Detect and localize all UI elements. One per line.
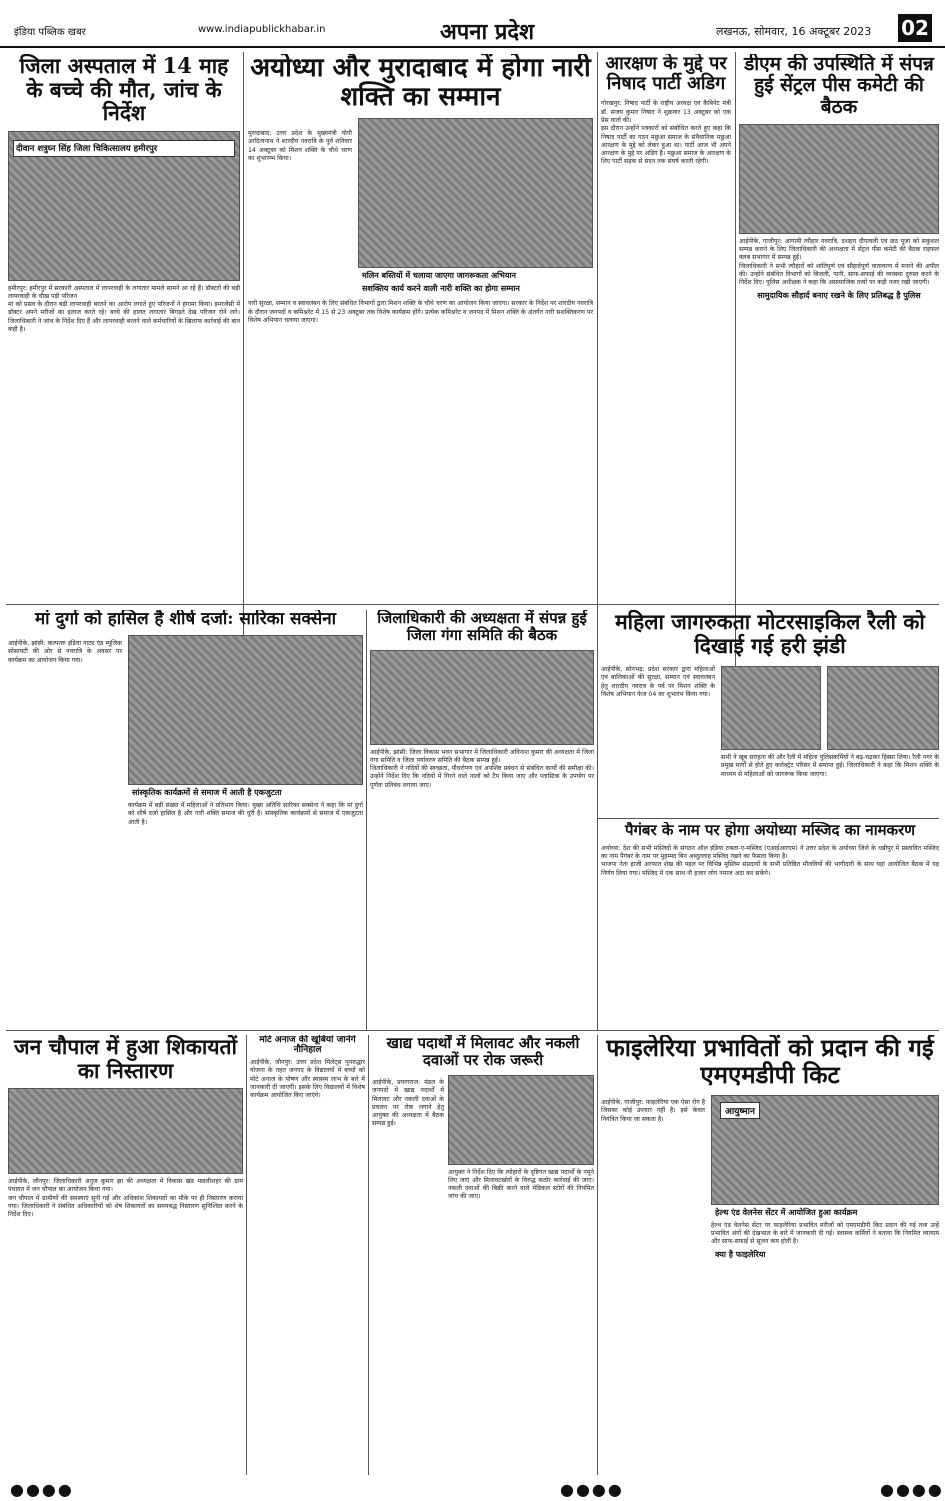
lead: आईपीके, गाजीपुर: आगामी त्यौहार नवरात्रि, दशहरा दीपावली एवं छठ पूजा को सकुशल सम्पन्न कराने के लिए जिलाधिकारी की अध्यक्षता में सेंट्रल पीस कमेटी की बैठक राइफल क्लब सभागार में सम्पन्न हुई। — [739, 237, 939, 262]
headline: आरक्षण के मुद्दे पर निषाद पार्टी अडिग — [605, 54, 727, 95]
health-centre-photo — [711, 1095, 939, 1205]
subhead: सामुदायिक सौहार्द बनाए रखने के लिए प्रतिबद्ध है पुलिस — [757, 290, 921, 300]
body: जिलाधिकारी ने सभी त्यौहारों को शांतिपूर्ण एवं सौहार्दपूर्ण वातावरण में मनाने की अपील की। उन्होंने संबंधित विभागों को बिजली, पानी, साफ-सफाई की व्यवस्था दुरुस्त करने के निर्देश दिए। पुलिस अधीक्षक ने कहा कि असामाजिक तत्वों पर कड़ी नजर रखी जाएगी। — [739, 262, 939, 287]
article-nishad — [601, 54, 731, 602]
lead: आईपीके, सोनभद्र: प्रदेश सरकार द्वारा महिलाओं एवं बालिकाओं की सुरक्षा, सम्मान एवं स्वावलंबन हेतु शारदीय नवरात्र के पर्व पर मिशन शक्ति के विशेष अभियान फेज 04 का शुभारंभ किया गया। — [601, 666, 715, 698]
article-nari-shakti — [248, 54, 593, 602]
headline: मां दुर्गा को हासिल है शीर्ष दर्जा: सारिका सक्सेना — [34, 610, 337, 629]
lead: गोरखपुर: निषाद पार्टी के राष्ट्रीय अध्यक्ष एवं कैबिनेट मंत्री डॉ. संजय कुमार निषाद ने शुक्रवार 13 अक्टूबर को एक प्रेस वार्ता की। — [601, 100, 731, 124]
photo-caption: सांस्कृतिक कार्यक्रमों से समाज में आती है एकजुटता — [132, 788, 282, 798]
body: आयुक्त ने निर्देश दिए कि त्योहारों के दृष्टिगत खाद्य पदार्थों के नमूने लिए जाएं और मिलावटखोरों के विरुद्ध कठोर कार्रवाई की जाए। नकली दवाओं की बिक्री करने वाले मेडिकल स्टोरों की नियमित जांच की जाए। — [448, 1168, 594, 1201]
body: कार्यक्रम में बड़ी संख्या में महिलाओं ने प्रतिभाग किया। मुख्य अतिथि सारिका सक्सेना ने कहा कि मां दुर्गा को शीर्ष दर्जा हासिल है और नारी शक्ति समाज की धुरी है। सांस्कृतिक कार्यक्रमों से समाज में एकजुटता आती है। — [128, 802, 363, 826]
article-ganga-samiti — [370, 610, 594, 1028]
rally-photo-2 — [827, 666, 939, 750]
subhead: क्या है फाइलेरिया — [715, 1249, 766, 1259]
lead: आईपीके, प्रयागराज: मंडल के जनपदों में खाद्य पदार्थों में मिलावट और नकली दवाओं के प्रचलन पर रोक लगाने हेतु आयुक्त की अध्यक्षता में बैठक सम्पन्न हुई। — [372, 1079, 444, 1128]
headline: फाइलेरिया प्रभावितों को प्रदान की गई एमएमडीपी किट — [606, 1035, 934, 1089]
page-end-dots: ●●●● — [880, 1480, 944, 1499]
page-end-dots: ●●●● — [560, 1480, 624, 1499]
body: आईपीके, जौनपुर: उत्तर प्रदेश मिलेट्स पुनरुद्धार योजना के तहत जनपद के विद्यालयों में बच्चों को मोटे अनाज के पोषण और स्वास्थ्य लाभ के बारे में जानकारी दी जाएगी। इसके लिए विद्यालयों में विशेष कार्यक्रम आयोजित किए जाएंगे। — [250, 1059, 365, 1100]
issue-date: लखनऊ, सोमवार, 16 अक्टूबर 2023 — [716, 25, 872, 38]
page-end-dots: ●●●● — [10, 1480, 74, 1499]
chaupal-photo — [8, 1088, 243, 1174]
article-millets — [250, 1035, 365, 1455]
headline: जिला अस्पताल में 14 माह के बच्चे की मौत, जांच के निर्देश — [19, 54, 229, 126]
rally-photo-1 — [721, 666, 821, 750]
group-photo — [128, 635, 363, 785]
photo-caption: हेल्थ एंड वेलनेस सेंटर में आयोजित हुआ कार्यक्रम — [715, 1207, 858, 1217]
photo-caption-2: सशक्तिय कार्य करने वाली नारी शक्ति का होगा सम्मान — [362, 284, 520, 294]
article-adulteration — [372, 1035, 594, 1455]
section-title: अपना प्रदेश — [440, 20, 535, 45]
hospital-sign: दीवान शत्रुघ्न सिंह जिला चिकित्सालय हमीरपुर — [13, 140, 235, 157]
event-photo — [358, 118, 593, 268]
lead: अयोध्या: देश की सभी मस्जिदों के संगठन ऑल इंडिया राबता-ए-मस्जिद (एआईआरएम) ने उत्तर प्रदेश के अयोध्या जिले के धन्नीपुर में प्रस्तावित मस्जिद का नाम पैगंबर के नाम पर मुहम्मद बिन अब्दुल्लाह मस्जिद रखने का फैसला किया है। — [601, 844, 939, 861]
body: इस दौरान उन्होंने पत्रकारों को संबोधित करते हुए कहा कि निषाद पार्टी का गठन मछुआ समाज के संवैधानिक मछुआ आरक्षण के मुद्दे को लेकर हुआ था। पार्टी आज भी अपने आरक्षण के मुद्दे पर अडिग है। मछुआ समाज के आरक्षण के लिए पार्टी सड़क से सदन तक संघर्ष करती रहेगी। — [601, 125, 731, 166]
body: भाजपा नेता हाजी अरफात शेख की पहल पर विभिन्न मुस्लिम संप्रदायों के सभी प्रतिष्ठित मौलवियों की भागीदारी के साथ यहां आयोजित बैठक में यह निर्णय लिया गया। मस्जिद में एक साथ नौ हजार लोग नमाज अदा कर सकेंगे। — [601, 861, 939, 877]
article-peace-committee — [739, 54, 939, 602]
meeting-photo — [448, 1075, 594, 1165]
lead: आईपीके, गाजीपुर: फाइलेरिया एक ऐसा रोग है जिसका कोई उपचार नहीं है। इसे केवल नियंत्रित किया जा सकता है। — [601, 1099, 705, 1123]
article-filaria — [601, 1035, 939, 1455]
lead: मुरादाबाद: उत्तर प्रदेश के मुख्यमंत्री योगी आदित्यनाथ ने शारदीय नवरात्रि के पूर्व शनिवार 14 अक्टूबर को मिशन शक्ति के चौथे चरण का शुभारम्भ किया। — [248, 130, 352, 162]
headline: अयोध्या और मुरादाबाद में होगा नारी शक्ति का सम्मान — [250, 54, 591, 113]
body: जिलाधिकारी ने नदियों की स्वच्छता, पौधरोपण एवं अपशिष्ट प्रबंधन से संबंधित कार्यों की समीक्षा की। उन्होंने निर्देश दिए कि नदियों में गिरने वाले नालों को टैप किया जाए और प्लास्टिक के उपयोग पर पूर्णतः प्रतिबंध लगाया जाए। — [370, 765, 594, 789]
headline: डीएम की उपस्थिति में संपन्न हुई सेंट्रल पीस कमेटी की बैठक — [744, 54, 934, 118]
article-rally — [601, 610, 939, 816]
body: जन चौपाल में ग्रामीणों की समस्याएं सुनी गईं और अधिकांश शिकायतों का मौके पर ही निस्तारण कराया गया। जिलाधिकारी ने संबंधित अधिकारियों को शेष शिकायतों का समयबद्ध निस्तारण सुनिश्चित करने के निर्देश दिए। — [8, 1194, 243, 1219]
article-hospital — [8, 54, 240, 602]
body: हेल्थ एंड वेलनेस सेंटर पर फाइलेरिया प्रभावित मरीजों को एमएमडीपी किट प्रदान की गई तथा उन्हें प्रभावित अंगों की देखभाल के बारे में जानकारी दी गई। स्वास्थ्य कर्मियों ने बताया कि नियमित व्यायाम और साफ-सफाई से सूजन कम होती है। — [711, 1221, 939, 1246]
page-header — [0, 0, 945, 48]
article-mosque — [601, 822, 939, 1028]
lead: हमीरपुर: हमीरपुर में सरकारी अस्पताल में लापरवाही के लगातार मामले सामने आ रहे हैं। डॉक्टरों की बड़ी लापरवाही के चीख पड़ी परिजन — [8, 284, 240, 300]
headline: मोटे अनाज की खूबियां जानेंगे नौनिहाल — [259, 1035, 356, 1056]
headline: जन चौपाल में हुआ शिकायतों का निस्तारण — [14, 1035, 237, 1083]
headline: जिलाधिकारी की अध्यक्षता में संपन्न हुई जिला गंगा समिति की बैठक — [377, 610, 587, 644]
lead: आईपीके, झांसी: जिला विकास भवन सभागार में जिलाधिकारी अविनाश कुमार की अध्यक्षता में जिला गंगा समिति व जिला पर्यावरण समिति की बैठक सम्पन्न हुई। — [370, 748, 594, 764]
hospital-photo — [8, 131, 240, 281]
article-durga — [8, 610, 363, 1028]
page-number: 02 — [898, 14, 932, 42]
lead: आईपीके, जौनपुर: जिलाधिकारी अनुज कुमार झा की अध्यक्षता में विकास खंड मछलीशहर की ग्राम पंचायत में जन चौपाल का आयोजन किया गया। — [8, 1178, 243, 1194]
headline: पैगंबर के नाम पर होगा अयोध्या मस्जिद का नामकरण — [624, 822, 916, 839]
ayushman-sign: आयुष्मान — [720, 1102, 760, 1119]
headline: महिला जागरुकता मोटरसाइकिल रैली को दिखाई गई हरी झंडी — [615, 610, 925, 658]
meeting-photo — [739, 124, 939, 234]
paper-name: इंडिया पब्लिक खबर — [14, 27, 86, 38]
article-jan-chaupal — [8, 1035, 243, 1455]
body: सभी ने खूब सराहना की और रैली में महिला पुलिसकर्मियों ने बढ़-चढ़कर हिस्सा लिया। रैली नगर के प्रमुख मार्गों से होते हुए कलेक्ट्रेट परिसर में समाप्त हुई। जिलाधिकारी ने कहा कि मिशन शक्ति के माध्यम से महिलाओं को जागरूक किया जाएगा। — [721, 754, 939, 778]
headline: खाद्य पदार्थों में मिलावट और नकली दवाओं पर रोक जरूरी — [386, 1035, 580, 1069]
photo-caption: मलिन बस्तियों में चलाया जाएगा जागरूकता अभियान — [362, 271, 516, 281]
site-url[interactable]: www.indiapublickhabar.in — [198, 24, 326, 35]
lead: आईपीके, झांसी: कल्पतरु इंडिया नाट्य एंड म्यूजिक सोसायटी की ओर से नवरात्रि के अवसर पर कार्यक्रम का आयोजन किया गया। — [8, 640, 122, 664]
meeting-photo — [370, 650, 594, 745]
body: मां को प्रसव के दौरान बड़ी लापरवाही बरतने का आरोप लगाते हुए परिजनों ने हंगामा किया। इमरजेंसी में डॉक्टर अपने मरीजों का इलाज करते रहे। बच्चे की हालत लगातार बिगड़ते देख परिजन रोने लगे। जिलाधिकारी ने जांच के निर्देश दिए हैं और लापरवाही बरतने वाले कर्मचारियों के खिलाफ कार्रवाई की बात कही है। — [8, 301, 240, 334]
body: नारी सुरक्षा, सम्मान व स्वावलंबन के लिए संबंधित विभागों द्वारा मिशन शक्ति के चौथे चरण का आयोजन किया जाएगा। सरकार के निर्देश पर शारदीय नवरात्रि के दौरान जनपदों व कमिश्नरेट में 15 से 23 अक्टूबर तक विशेष कार्यक्रम होंगे। प्रत्येक कमिश्नरेट व जनपद में मिशन शक्ति के अंतर्गत नारी सशक्तिकरण पर विशेष अभियान चलाया जाएगा। — [248, 300, 593, 324]
